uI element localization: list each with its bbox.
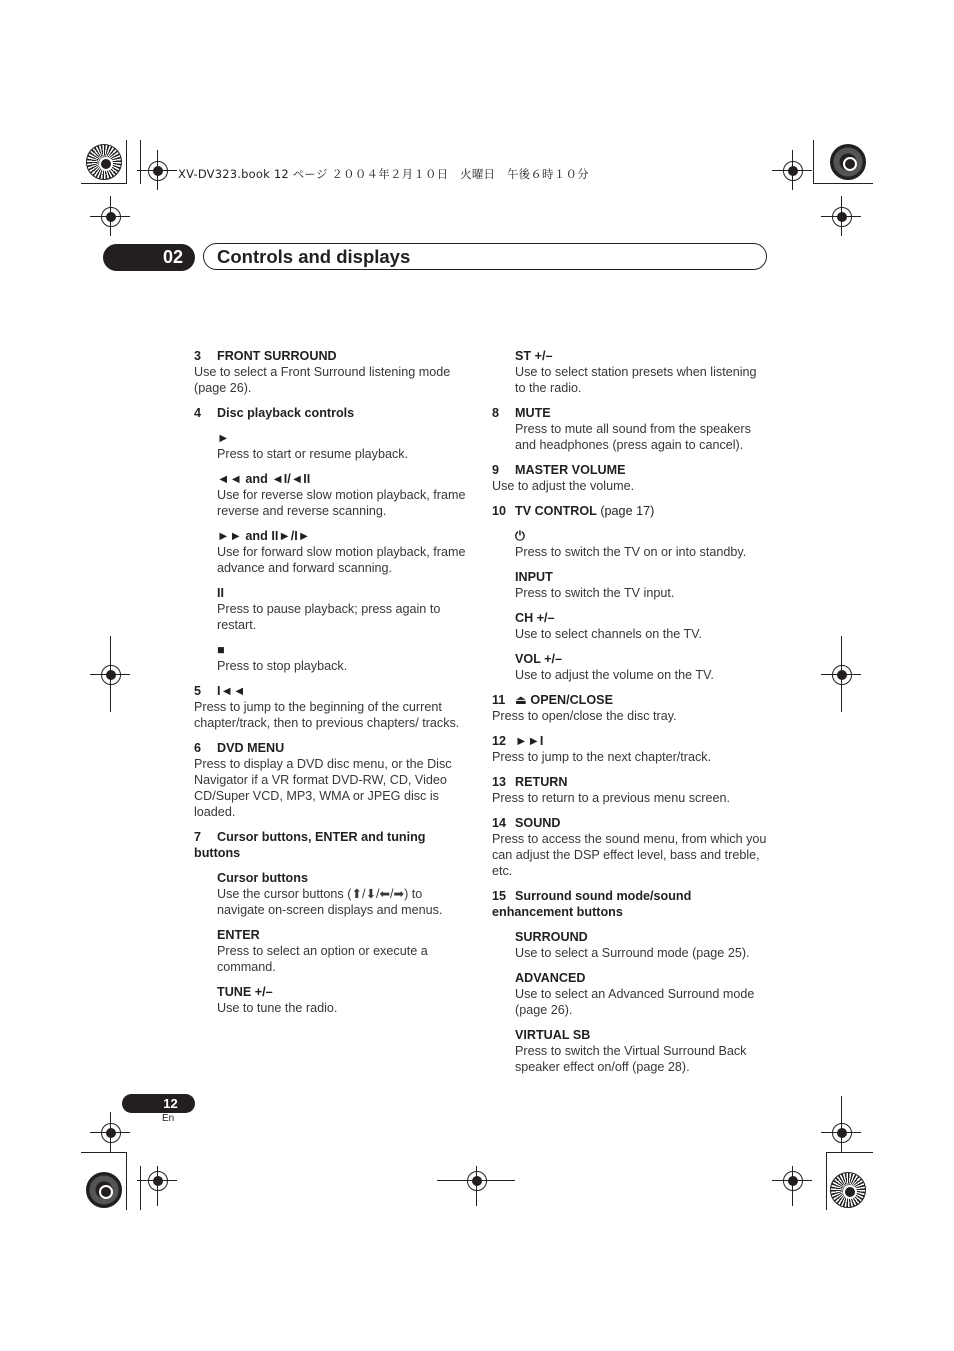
sub-item-title (194, 642, 469, 658)
crosshair-icon (101, 665, 121, 685)
item-heading (194, 829, 469, 861)
crosshair-icon (101, 207, 121, 227)
sub-item (492, 970, 767, 1018)
list-item (194, 740, 469, 820)
list-item (492, 733, 767, 765)
chapter-title: Controls and displays (217, 246, 411, 267)
left-column (194, 348, 469, 1025)
sub-item (492, 929, 767, 961)
sub-item (194, 528, 469, 576)
crosshair-icon (148, 1171, 168, 1191)
item-description: Use to select a Front Surround listening mode (page 26). (194, 365, 451, 395)
sub-item-title (492, 651, 767, 667)
sub-item-title (492, 569, 767, 585)
item-description: Press to start or resume playback. (217, 447, 409, 461)
item-title: Cursor buttons, ENTER and tuning buttons (194, 830, 426, 860)
registration-star-icon (830, 144, 866, 180)
item-heading (492, 774, 767, 790)
crosshair-icon (832, 1123, 852, 1143)
crosshair-icon (783, 161, 803, 181)
item-description: Use to adjust the volume. (492, 479, 635, 493)
sub-item (492, 1027, 767, 1075)
item-description: Use the cursor buttons (⬆/⬇/⬅/➡) to navigate on-screen displays and menus. (217, 887, 443, 917)
sub-item-title (194, 585, 469, 601)
page-number: 12 (163, 1096, 178, 1111)
item-description: Press to display a DVD disc menu, or the Disc Navigator if a VR format DVD-RW, CD, Video CD/Super VCD, MP3, WMA or JPEG disc is loaded. (194, 757, 452, 819)
item-title: ►►I (515, 734, 544, 748)
item-description: Press to select an option or execute a command. (217, 944, 428, 974)
item-number: 6 (194, 741, 202, 755)
item-title: INPUT (515, 570, 553, 584)
item-description: Use to select station presets when listening to the radio. (515, 365, 757, 395)
item-number: 7 (194, 830, 202, 844)
item-title: SOUND (515, 816, 561, 830)
item-description: Press to return to a previous menu screen. (492, 791, 730, 805)
sub-item-title (492, 1027, 767, 1043)
sub-item (492, 651, 767, 683)
item-description: Use to select channels on the TV. (515, 627, 702, 641)
item-title: SURROUND (515, 930, 588, 944)
item-title: DVD MENU (217, 741, 285, 755)
item-title: ◄◄ and ◄I/◄II (217, 472, 311, 486)
item-number: 13 (492, 775, 507, 789)
sub-item-title (492, 348, 767, 364)
item-title: ST +/– (515, 349, 553, 363)
sub-item-title (492, 610, 767, 626)
item-heading (194, 683, 469, 699)
item-title: ► (217, 431, 230, 445)
page-language: En (162, 1113, 175, 1124)
sub-item (492, 348, 767, 396)
sub-item (194, 984, 469, 1016)
item-heading (492, 503, 767, 519)
item-heading (492, 405, 767, 421)
sub-item (194, 642, 469, 674)
sub-item (194, 585, 469, 633)
item-number: 12 (492, 734, 507, 748)
item-title: VIRTUAL SB (515, 1028, 591, 1042)
list-item (492, 692, 767, 724)
item-title: VOL +/– (515, 652, 563, 666)
sub-item (492, 610, 767, 642)
crosshair-icon (783, 1171, 803, 1191)
list-item (492, 815, 767, 879)
item-title: Surround sound mode/sound enhancement buttons (492, 889, 692, 919)
item-number: 3 (194, 349, 202, 363)
item-description: Press to access the sound menu, from which you can adjust the DSP effect level, bass and treble, etc. (492, 832, 767, 878)
item-title: II (217, 586, 224, 600)
item-description: Press to open/close the disc tray. (492, 709, 677, 723)
item-title: ■ (217, 643, 225, 657)
sub-item-title (492, 929, 767, 945)
item-title: ENTER (217, 928, 260, 942)
item-description: Press to stop playback. (217, 659, 348, 673)
item-heading (492, 888, 767, 920)
item-description: Use for reverse slow motion playback, frame reverse and reverse scanning. (217, 488, 466, 518)
item-number: 5 (194, 684, 202, 698)
item-title: ►► and II►/I► (217, 529, 311, 543)
sub-item-title (194, 528, 469, 544)
right-column (492, 348, 767, 1084)
item-title: RETURN (515, 775, 568, 789)
item-number: 15 (492, 889, 507, 903)
sub-item (492, 569, 767, 601)
item-title: MASTER VOLUME (515, 463, 626, 477)
crosshair-icon (101, 1123, 121, 1143)
list-item (194, 405, 469, 421)
list-item (492, 774, 767, 806)
list-item (194, 683, 469, 731)
sub-item (194, 870, 469, 918)
item-title: I◄◄ (217, 684, 246, 698)
item-title: CH +/– (515, 611, 555, 625)
list-item (492, 888, 767, 920)
item-heading (194, 348, 469, 364)
item-title: TUNE +/– (217, 985, 273, 999)
crosshair-icon (832, 207, 852, 227)
item-title: Disc playback controls (217, 406, 355, 420)
chapter-number: 02 (163, 247, 184, 267)
sub-item-title (194, 870, 469, 886)
item-description: Press to switch the TV on or into standby. (515, 545, 747, 559)
item-title: ⏏ OPEN/CLOSE (515, 693, 613, 707)
item-description: Use to adjust the volume on the TV. (515, 668, 714, 682)
item-description: Use to tune the radio. (217, 1001, 338, 1015)
list-item (194, 348, 469, 396)
registration-star-icon (86, 1172, 122, 1208)
item-title: FRONT SURROUND (217, 349, 337, 363)
item-number: 4 (194, 406, 202, 420)
item-number: 8 (492, 406, 500, 420)
list-item (492, 462, 767, 494)
item-description: Press to jump to the beginning of the current chapter/track, then to previous chapters/ tracks. (194, 700, 460, 730)
sub-item-title (194, 984, 469, 1000)
crosshair-icon (148, 161, 168, 181)
sub-item (194, 471, 469, 519)
item-description: Use to select a Surround mode (page 25). (515, 946, 750, 960)
book-header: XV-DV323.book 12 ページ ２００４年２月１０日 火曜日 午後６時１０分 (178, 167, 589, 181)
item-description: Use for forward slow motion playback, frame advance and forward scanning. (217, 545, 466, 575)
sub-item-title (194, 430, 469, 446)
item-description: Press to switch the TV input. (515, 586, 675, 600)
sub-item-title (492, 970, 767, 986)
item-number: 10 (492, 504, 507, 518)
sub-item-title (194, 927, 469, 943)
item-heading (194, 740, 469, 756)
item-heading (492, 733, 767, 749)
registration-star-icon (830, 1172, 866, 1208)
sub-item (492, 528, 767, 560)
item-number: 11 (492, 693, 506, 707)
registration-star-icon (86, 144, 122, 180)
crosshair-icon (832, 665, 852, 685)
list-item (194, 829, 469, 861)
item-title: ADVANCED (515, 971, 586, 985)
item-title: ⏻ (515, 529, 525, 543)
item-number: 14 (492, 816, 507, 830)
item-number: 9 (492, 463, 500, 477)
item-description: Press to pause playback; press again to restart. (217, 602, 441, 632)
item-heading (194, 405, 469, 421)
item-page-ref: (page 17) (596, 504, 655, 518)
item-description: Use to select an Advanced Surround mode (page 26). (515, 987, 755, 1017)
item-title: MUTE (515, 406, 551, 420)
sub-item (194, 927, 469, 975)
item-description: Press to switch the Virtual Surround Back speaker effect on/off (page 28). (515, 1044, 747, 1074)
list-item (492, 503, 767, 519)
sub-item-title (194, 471, 469, 487)
sub-item (194, 430, 469, 462)
item-description: Press to mute all sound from the speakers and headphones (press again to cancel). (515, 422, 751, 452)
item-description: Press to jump to the next chapter/track. (492, 750, 712, 764)
item-heading (492, 462, 767, 478)
crosshair-icon (467, 1171, 487, 1191)
item-title: Cursor buttons (217, 871, 308, 885)
item-heading (492, 815, 767, 831)
item-title: TV CONTROL (515, 504, 597, 518)
list-item (492, 405, 767, 453)
sub-item-title (492, 528, 767, 544)
item-heading (492, 692, 767, 708)
